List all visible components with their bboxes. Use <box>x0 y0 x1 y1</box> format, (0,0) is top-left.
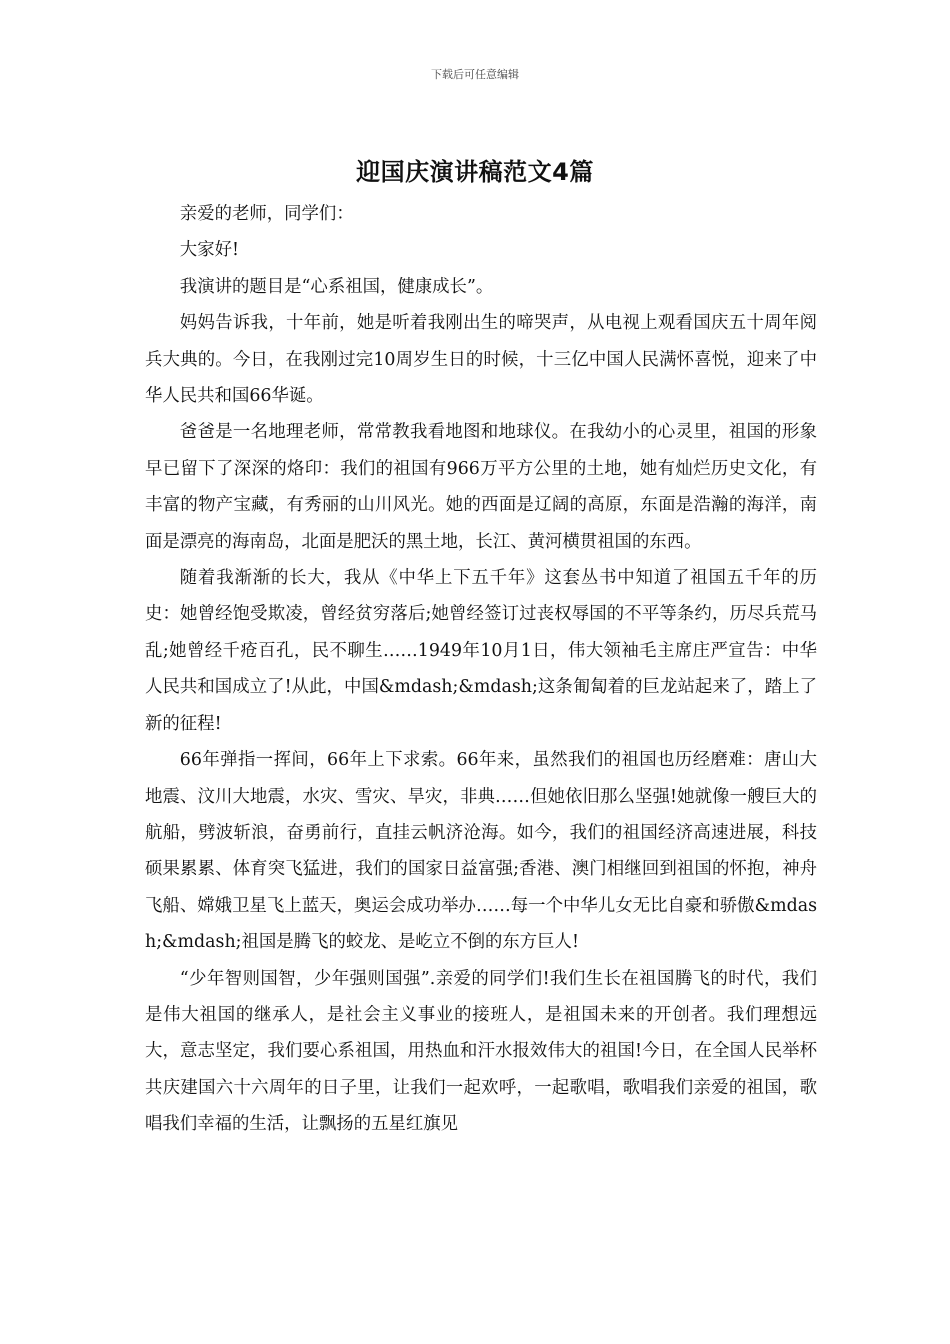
paragraph: 大家好! <box>179 240 239 261</box>
paragraph: 妈妈告诉我，十年前，她是听着我刚出生的啼哭声，从电视上观看国庆五十周年阅兵大典的。今日，在我刚过完10周岁生日的时候，十三亿中国人民满怀喜悦，迎来了中华人民共和国66华诞。 <box>145 313 817 407</box>
paragraph: 爸爸是一名地理老师，常常教我看地图和地球仪。在我幼小的心灵里，祖国的形象早已留下了深深的烙印：我们的祖国有966万平方公里的土地，她有灿烂历史文化，有丰富的物产宝藏，有秀丽的山川风光。她的西面是辽阔的高原，东面是浩瀚的海洋，南面是漂亮的海南岛，北面是肥沃的黑土地，长江、黄河横贯祖国的东西。 <box>145 422 817 552</box>
paragraph: 我演讲的题目是“心系祖国，健康成长”。 <box>179 276 494 297</box>
document-body <box>145 196 817 1143</box>
paragraph: 随着我渐渐的长大，我从《中华上下五千年》这套丛书中知道了祖国五千年的历史：她曾经饱受欺凌，曾经贫穷落后;她曾经签订过丧权辱国的不平等条约，历尽兵荒马乱;她曾经千疮百孔，民不聊生……1949年10月1日，伟大领袖毛主席庄严宣告：中华人民共和国成立了!从此，中国&mdash;&mdash;这条匍匐着的巨龙站起来了，踏上了新的征程! <box>145 568 817 734</box>
paragraph: “少年智则国智，少年强则国强”.亲爱的同学们!我们生长在祖国腾飞的时代，我们是伟大祖国的继承人，是社会主义事业的接班人，是祖国未来的开创者。我们理想远大，意志坚定，我们要心系祖国，用热血和汗水报效伟大的祖国!今日，在全国人民举杯共庆建国六十六周年的日子里，让我们一起欢呼，一起歌唱，歌唱我们亲爱的祖国，歌唱我们幸福的生活，让飘扬的五星红旗见 <box>145 968 817 1135</box>
paragraph: 亲爱的老师，同学们： <box>179 204 354 224</box>
header-note: 下载后可任意编辑 <box>431 68 519 81</box>
paragraph: 66年弹指一挥间，66年上下求索。66年来，虽然我们的祖国也历经磨难：唐山大地震、汶川大地震，水灾、雪灾、旱灾，非典……但她依旧那么坚强!她就像一艘巨大的航船，劈波斩浪，奋勇前行，直挂云帆济沧海。如今，我们的祖国经济高速进展，科技硕果累累、体育突飞猛进，我们的国家日益富强;香港、澳门相继回到祖国的怀抱，神舟飞船、嫦娥卫星飞上蓝天，奥运会成功举办……每一个中华儿女无比自豪和骄傲&mdash;&mdash;祖国是腾飞的蛟龙、是屹立不倒的东方巨人! <box>145 750 817 953</box>
document-title: 迎国庆演讲稿范文4篇 <box>356 158 594 186</box>
